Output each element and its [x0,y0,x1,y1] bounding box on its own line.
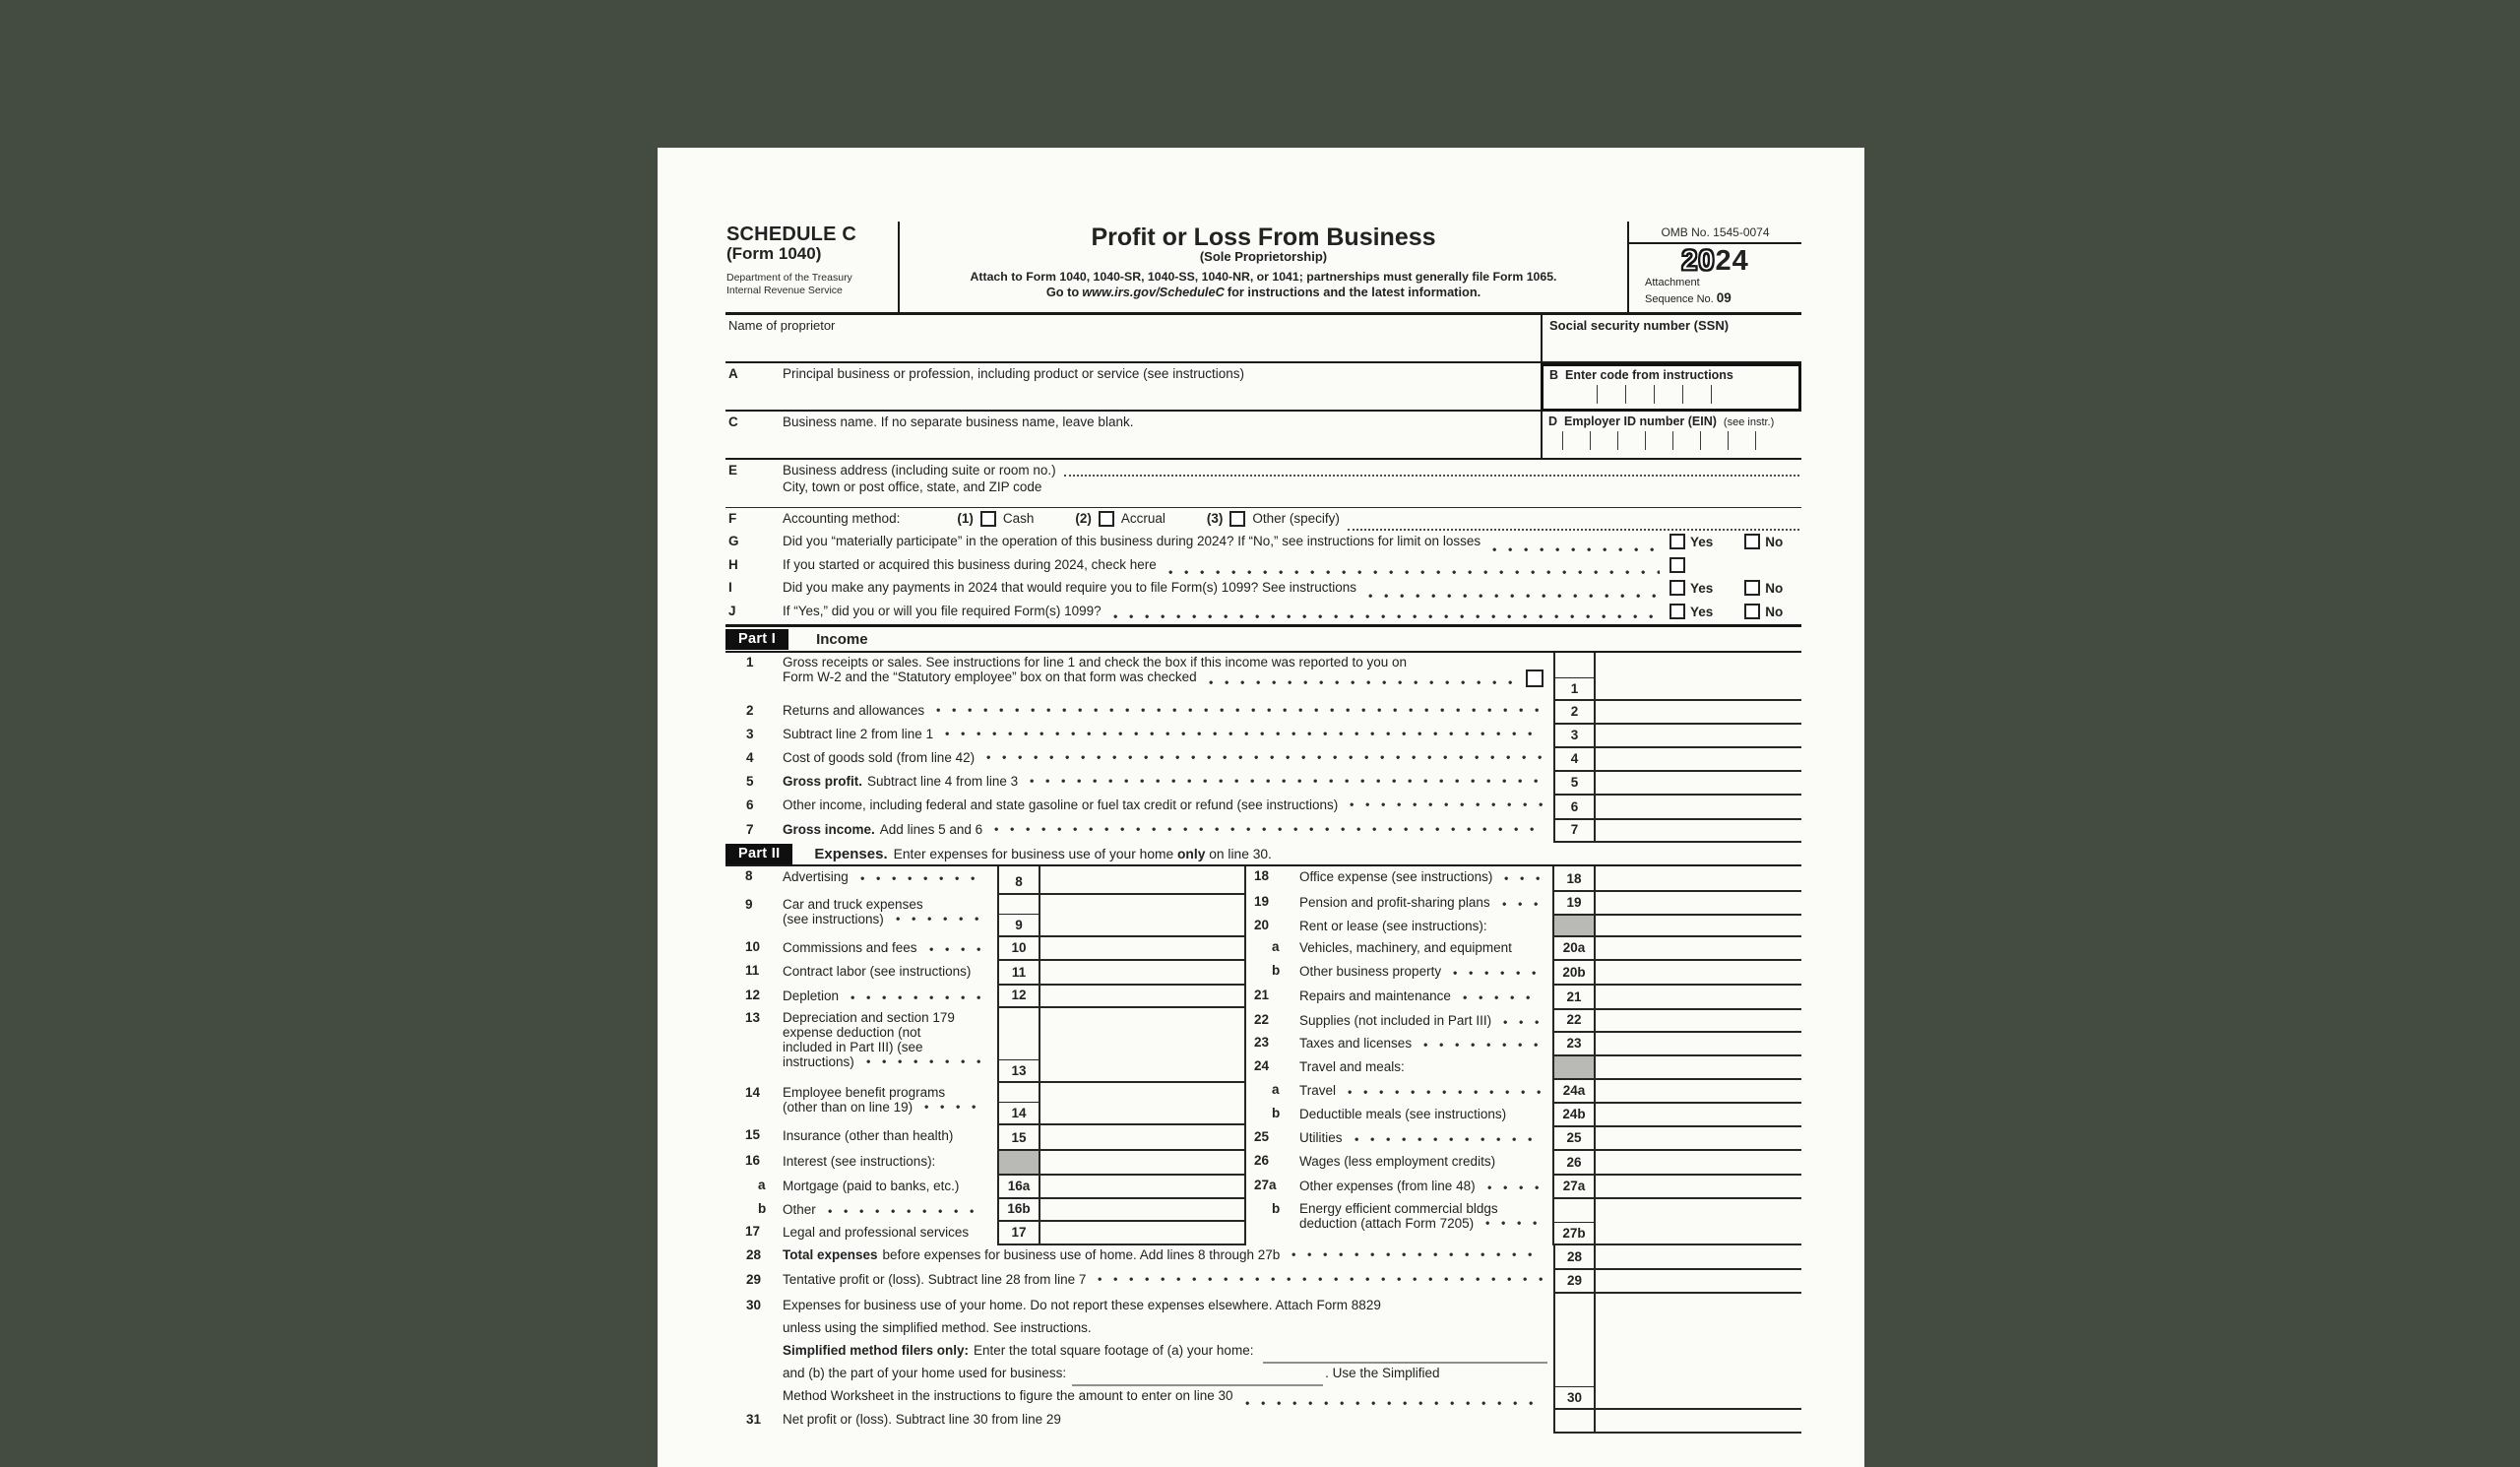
row-a [725,363,1801,412]
other-checkbox[interactable] [1229,511,1245,527]
line-16b-row: b Other 16b [725,1199,1246,1222]
amount-cell[interactable] [1596,1151,1801,1176]
amount-cell[interactable] [1040,1222,1246,1245]
expenses-left-column [725,866,1246,1245]
line-25-row: 25 Utilities 25 [1246,1127,1801,1151]
line-letter: A [728,366,738,381]
business-name-field[interactable] [725,412,1541,458]
line-16a-row: a Mortgage (paid to banks, etc.) 16a [725,1176,1246,1199]
other-label: Other (specify) [1252,511,1340,526]
line-20b-row: b Other business property 20b [1246,961,1801,986]
business-sqft-blank[interactable] [1072,1371,1323,1386]
amount-cell[interactable] [1596,986,1801,1010]
amount-cell[interactable] [1596,1127,1801,1151]
amount-cell[interactable] [1596,796,1801,820]
i-yes-checkbox[interactable] [1670,580,1685,596]
line-24a-row: a Travel 24a [1246,1080,1801,1104]
line-3-row: 3 Subtract line 2 from line 1 3 [725,725,1801,748]
amount-cell[interactable] [1596,772,1801,796]
amount-cell[interactable] [1596,916,1801,937]
row-f [725,508,1801,534]
part2-title: Expenses. [814,845,888,862]
option-number: (3) [1206,511,1224,526]
line-10-row: 10 Commissions and fees 10 [725,937,1246,961]
line-30-row: 30 Expenses for business use of your home. Do not report these expenses elsewhere. Attach Form 8829 unless using the simplified method. See instructions. Simplified method filers only: Enter the total square footage of (a) your home: and (b) the part of your home used for business: . Use the Simplified Method Worksheet in the instructions to figure the amount to enter on line 30 30 [725,1294,1801,1410]
line-letter: F [728,511,737,526]
line-26-row: 26 Wages (less employment credits) 26 [1246,1151,1801,1176]
schedule-label: SCHEDULE C [726,223,857,245]
line-12-row: 12 Depletion 12 [725,986,1246,1008]
amount-cell[interactable] [1596,1056,1801,1080]
row-j: J If “Yes,” did you or will you file required Form(s) 1099? Yes No [725,604,1801,627]
amount-cell[interactable] [1596,937,1801,961]
amount-cell[interactable] [1596,820,1801,843]
amount-cell[interactable] [1596,1245,1801,1270]
form-header-left [725,222,898,312]
line-7-row: 7 Gross income. Add lines 5 and 6 7 [725,820,1801,843]
line-27b-row: b Energy efficient commercial bldgs deduction (attach Form 7205) 27b [1246,1199,1801,1245]
line-4-row: 4 Cost of goods sold (from line 42) 4 [725,748,1801,772]
attach-instruction: Attach to Form 1040, 1040-SR, 1040-SS, 1040-NR, or 1041; partnerships must generally file Form 1065. [970,269,1557,284]
tax-year: 2024 [1681,245,1749,277]
accounting-method-label: Accounting method: [783,511,901,526]
irs-url: www.irs.gov/ScheduleC [1082,285,1225,300]
h-checkbox[interactable] [1670,557,1685,573]
line-11-row: 11 Contract labor (see instructions) 11 [725,961,1246,986]
amount-cell[interactable] [1040,961,1246,986]
accrual-checkbox[interactable] [1099,511,1114,527]
amount-cell[interactable] [1596,961,1801,986]
name-row [725,315,1801,363]
line-letter: D [1548,415,1558,428]
amount-cell[interactable] [1040,1083,1246,1125]
line-letter: G [728,534,739,548]
option-number: (2) [1075,511,1092,526]
attachment-sequence: Attachment Sequence No. 09 [1645,277,1732,306]
line-13-row: 13 Depreciation and section 179 expense deduction (not included in Part III) (see instructions) 13 [725,1008,1246,1083]
form-header [725,222,1801,315]
line-21-row: 21 Repairs and maintenance 21 [1246,986,1801,1010]
amount-cell[interactable] [1596,1270,1801,1294]
line-14-row: 14 Employee benefit programs (other than on line 19) 14 [725,1083,1246,1125]
part1-chip: Part I [725,629,788,650]
row-h [725,557,1801,580]
amount-cell[interactable] [1596,1010,1801,1033]
line-label: If you started or acquired this business during 2024, check here [783,557,1157,572]
line-24b-row: b Deductible meals (see instructions) 24b [1246,1104,1801,1127]
part1-title: Income [816,630,868,648]
line-8-row: 8 Advertising 8 [725,866,1246,895]
amount-cell[interactable] [1596,725,1801,748]
amount-cell[interactable] [1040,986,1246,1008]
dot-leader [1492,546,1660,553]
row-g: G Did you “materially participate” in the operation of this business during 2024? If “No,” see instructions for limit on losses Yes No [725,534,1801,557]
line-label: Enter code from instructions [1565,368,1733,382]
g-yes-checkbox[interactable] [1670,534,1685,549]
dot-leader [1368,593,1660,600]
line-number-box: 1 [1553,653,1596,701]
dot-leader [1168,569,1660,576]
amount-cell[interactable] [1596,1033,1801,1056]
accrual-label: Accrual [1120,511,1166,526]
home-sqft-blank[interactable] [1263,1349,1547,1364]
principal-business-field[interactable] [725,363,1541,410]
line-6-row: 6 Other income, including federal and state gasoline or fuel tax credit or refund (see instructions) 6 [725,796,1801,820]
amount-cell[interactable] [1596,653,1801,701]
ein-box[interactable] [1541,412,1801,460]
line-18-row: 18 Office expense (see instructions) 18 [1246,866,1801,892]
line-letter: H [728,557,738,572]
line-16-row: 16 Interest (see instructions): [725,1151,1246,1176]
amount-cell[interactable] [1596,892,1801,916]
amount-cell[interactable] [1596,1199,1801,1245]
name-of-proprietor-field[interactable]: Name of proprietor [728,318,836,333]
cash-label: Cash [1002,511,1035,526]
amount-cell[interactable] [1596,1104,1801,1127]
amount-cell[interactable] [1596,701,1801,725]
line-19-row: 19 Pension and profit-sharing plans 19 [1246,892,1801,916]
business-code-box[interactable] [1541,363,1801,412]
line-label: Did you “materially participate” in the operation of this business during 2024? If “No,” see instructions for limit on losses [783,534,1481,548]
line-2-row: 2 Returns and allowances 2 [725,701,1801,725]
form-title: Profit or Loss From Business [1091,223,1436,251]
line-label: If “Yes,” did you or will you file required Form(s) 1099? [783,604,1102,618]
amount-cell[interactable] [1596,748,1801,772]
form-header-center [898,222,1629,312]
statutory-employee-checkbox[interactable] [1526,670,1544,687]
line-label: Business name. If no separate business name, leave blank. [783,415,1134,429]
j-yes-checkbox[interactable] [1670,604,1685,619]
part1-bar [725,627,1801,653]
line-15-row: 15 Insurance (other than health) 15 [725,1125,1246,1151]
expenses-grid [725,866,1801,1245]
omb-number: OMB No. 1545-0074 [1629,222,1801,244]
amount-cell[interactable] [1040,1008,1246,1083]
line-28-row: 28 Total expenses before expenses for business use of home. Add lines 8 through 27b 28 [725,1245,1801,1270]
amount-cell[interactable] [1040,1125,1246,1151]
expenses-right-column [1246,866,1801,1245]
option-number: (1) [957,511,974,526]
row-c [725,412,1801,460]
j-no-checkbox[interactable] [1744,604,1760,619]
amount-cell[interactable] [1040,1176,1246,1199]
line-letter: C [728,415,738,429]
amount-cell[interactable] [1040,1199,1246,1222]
line-17-row: 17 Legal and professional services 17 [725,1222,1246,1245]
i-no-checkbox[interactable] [1744,580,1760,596]
line-22-row: 22 Supplies (not included in Part III) 22 [1246,1010,1801,1033]
shaded-cell [997,1151,1040,1176]
form-header-right [1629,222,1801,312]
schedule-c-form-page [658,148,1864,1467]
line-letter: I [728,580,732,595]
line-1-row: 1 Gross receipts or sales. See instructions for line 1 and check the box if this income was reported to you on Form W-2 and the “Statutory employee” box on that form was checked 1 [725,653,1801,701]
amount-cell[interactable] [1596,1410,1801,1434]
line-label: Business address (including suite or room no.) [783,463,1056,478]
line-29-row: 29 Tentative profit or (loss). Subtract line 28 from line 7 29 [725,1270,1801,1294]
line-label: Employer ID number (EIN) [1564,415,1717,428]
cash-checkbox[interactable] [980,511,996,527]
line-letter: J [728,604,736,618]
line-20a-row: a Vehicles, machinery, and equipment 20a [1246,937,1801,961]
amount-cell[interactable] [1596,1176,1801,1199]
part2-chip: Part II [725,844,792,864]
line-letter: E [728,463,738,478]
line-27a-row: 27a Other expenses (from line 48) 27a [1246,1176,1801,1199]
row-e [725,460,1801,508]
amount-cell[interactable] [1040,1151,1246,1176]
line-31-row: 31 Net profit or (loss). Subtract line 30 from line 29 [725,1410,1801,1434]
line-note: (see instr.) [1723,415,1775,428]
amount-cell[interactable] [1040,895,1246,937]
dot-leader [1113,613,1660,620]
code-digit-boxes[interactable] [1597,385,1794,404]
form-number-label: (Form 1040) [726,244,822,263]
line-9-row: 9 Car and truck expenses (see instructions) 9 [725,895,1246,937]
ssn-field[interactable]: Social security number (SSN) [1541,315,1801,361]
line-20-row: 20 Rent or lease (see instructions): [1246,916,1801,937]
line-label: Principal business or profession, including product or service (see instructions) [783,366,1244,381]
line-letter: B [1549,368,1559,382]
line-23-row: 23 Taxes and licenses 23 [1246,1033,1801,1056]
address-fill-line[interactable] [1064,463,1799,477]
part2-bar: Part II Expenses. Enter expenses for business use of your home only on line 30. [725,843,1801,866]
line-24-row: 24 Travel and meals: [1246,1056,1801,1080]
line-5-row: 5 Gross profit. Subtract line 4 from line 3 5 [725,772,1801,796]
amount-cell[interactable] [1040,866,1246,895]
amount-cell[interactable] [1596,1294,1801,1410]
dot-leader [1209,679,1516,686]
other-specify-fill-line[interactable] [1348,517,1799,531]
amount-cell[interactable] [1596,1080,1801,1104]
g-no-checkbox[interactable] [1744,534,1760,549]
department-label: Department of the Treasury Internal Revenue Service [726,271,852,296]
city-state-zip-label: City, town or post office, state, and ZIP code [783,479,1042,494]
shaded-cell [1552,916,1596,937]
row-i: I Did you make any payments in 2024 that would require you to file Form(s) 1099? See instructions Yes No [725,580,1801,604]
amount-cell[interactable] [1596,866,1801,892]
shaded-cell [1552,1056,1596,1080]
goto-instruction: Go to www.irs.gov/ScheduleC for instructions and the latest information. [1045,285,1481,300]
amount-cell[interactable] [1040,937,1246,961]
form-subtitle: (Sole Proprietorship) [1199,249,1328,265]
ein-digit-boxes[interactable] [1562,431,1796,450]
line-label: Did you make any payments in 2024 that would require you to file Form(s) 1099? See instructions [783,580,1357,595]
